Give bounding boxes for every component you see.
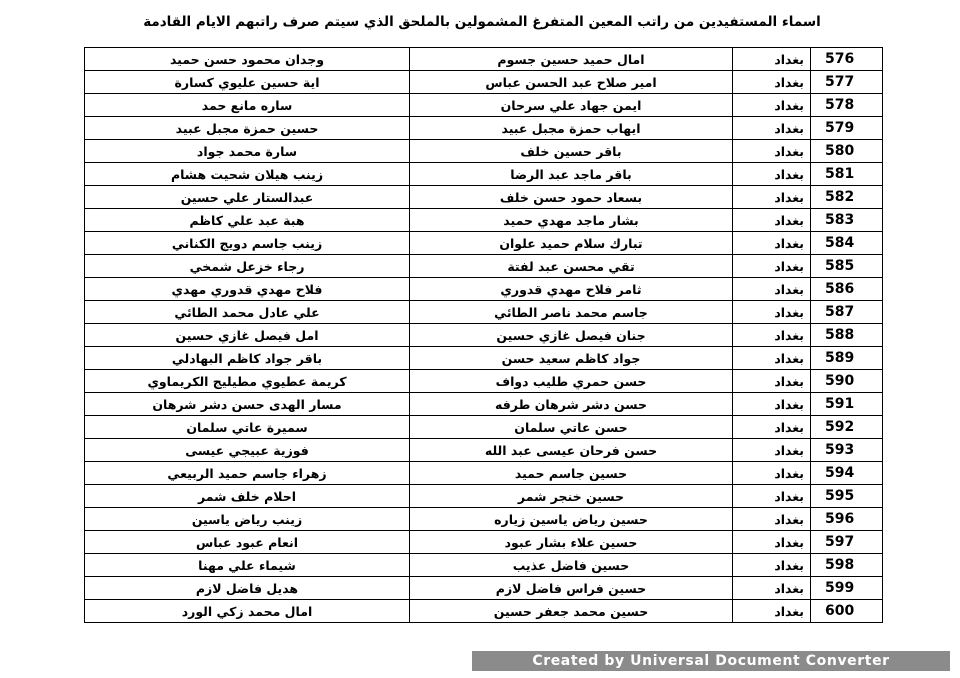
table-row (85, 600, 883, 623)
table-row (85, 393, 883, 416)
second-name-cell: سميرة عاتي سلمان (85, 416, 410, 439)
second-name-cell: زهراء جاسم حميد الربيعي (85, 462, 410, 485)
table-row (85, 370, 883, 393)
second-name-cell: رجاء خزعل شمخي (85, 255, 410, 278)
row-number: 592 (811, 416, 883, 439)
beneficiary-name-cell: جاسم محمد ناصر الطائي (410, 301, 733, 324)
second-name-cell: امل فيصل غازي حسين (85, 324, 410, 347)
table-row (85, 209, 883, 232)
row-number: 595 (811, 485, 883, 508)
second-name-cell: حسين حمزة مجبل عبيد (85, 117, 410, 140)
beneficiary-name-cell: ايهاب حمزة مجبل عبيد (410, 117, 733, 140)
beneficiary-name-cell: ايمن جهاد علي سرحان (410, 94, 733, 117)
beneficiary-name-cell: امال حميد حسين جسوم (410, 48, 733, 71)
city-cell: بغداد (733, 577, 811, 600)
beneficiary-name-cell: تقي محسن عبد لفتة (410, 255, 733, 278)
table-row (85, 324, 883, 347)
row-number: 581 (811, 163, 883, 186)
second-name-cell: باقر جواد كاظم البهادلي (85, 347, 410, 370)
city-cell: بغداد (733, 232, 811, 255)
table-row (85, 255, 883, 278)
table-row (85, 186, 883, 209)
row-number: 587 (811, 301, 883, 324)
second-name-cell: فلاح مهدي قدوري مهدي (85, 278, 410, 301)
row-number: 591 (811, 393, 883, 416)
city-cell: بغداد (733, 600, 811, 623)
second-name-cell: وجدان محمود حسن حميد (85, 48, 410, 71)
beneficiary-name-cell: حسين محمد جعفر حسين (410, 600, 733, 623)
second-name-cell: زينب رياض ياسين (85, 508, 410, 531)
city-cell: بغداد (733, 209, 811, 232)
second-name-cell: مسار الهدى حسن دشر شرهان (85, 393, 410, 416)
table-row (85, 554, 883, 577)
table-row (85, 163, 883, 186)
city-cell: بغداد (733, 554, 811, 577)
beneficiary-name-cell: حسين خنجر شمر (410, 485, 733, 508)
row-number: 580 (811, 140, 883, 163)
beneficiary-name-cell: حسين فاضل عذيب (410, 554, 733, 577)
city-cell: بغداد (733, 186, 811, 209)
table-row (85, 117, 883, 140)
city-cell: بغداد (733, 439, 811, 462)
city-cell: بغداد (733, 48, 811, 71)
table-row (85, 462, 883, 485)
table-row (85, 48, 883, 71)
table-row (85, 140, 883, 163)
row-number: 582 (811, 186, 883, 209)
beneficiary-name-cell: حسين رياض ياسين زياره (410, 508, 733, 531)
beneficiary-name-cell: تبارك سلام حميد علوان (410, 232, 733, 255)
table-row (85, 94, 883, 117)
row-number: 579 (811, 117, 883, 140)
row-number: 596 (811, 508, 883, 531)
beneficiary-name-cell: امير صلاح عبد الحسن عباس (410, 71, 733, 94)
row-number: 576 (811, 48, 883, 71)
beneficiary-name-cell: باقر حسين خلف (410, 140, 733, 163)
second-name-cell: زينب هيلان شحيت هشام (85, 163, 410, 186)
table-row (85, 508, 883, 531)
table-row (85, 485, 883, 508)
second-name-cell: شيماء علي مهنا (85, 554, 410, 577)
second-name-cell: امال محمد زكي الورد (85, 600, 410, 623)
city-cell: بغداد (733, 462, 811, 485)
city-cell: بغداد (733, 278, 811, 301)
row-number: 583 (811, 209, 883, 232)
beneficiary-name-cell: باقر ماجد عبد الرضا (410, 163, 733, 186)
row-number: 578 (811, 94, 883, 117)
table-row (85, 416, 883, 439)
city-cell: بغداد (733, 140, 811, 163)
row-number: 586 (811, 278, 883, 301)
table-row (85, 71, 883, 94)
city-cell: بغداد (733, 117, 811, 140)
city-cell: بغداد (733, 255, 811, 278)
table-row (85, 439, 883, 462)
beneficiary-name-cell: حسين علاء بشار عبود (410, 531, 733, 554)
second-name-cell: هبة عبد علي كاظم (85, 209, 410, 232)
city-cell: بغداد (733, 508, 811, 531)
second-name-cell: فوزية عبيجي عيسى (85, 439, 410, 462)
city-cell: بغداد (733, 324, 811, 347)
row-number: 590 (811, 370, 883, 393)
table-body (85, 48, 883, 623)
beneficiary-name-cell: حسن حمري طليب دواف (410, 370, 733, 393)
beneficiary-name-cell: حسن عاتي سلمان (410, 416, 733, 439)
row-number: 594 (811, 462, 883, 485)
table-row (85, 301, 883, 324)
beneficiary-name-cell: ثامر فلاح مهدي قدوري (410, 278, 733, 301)
second-name-cell: كريمة عطيوي مطيليج الكريماوي (85, 370, 410, 393)
row-number: 599 (811, 577, 883, 600)
beneficiary-name-cell: جنان فيصل غازي حسين (410, 324, 733, 347)
second-name-cell: هديل فاضل لازم (85, 577, 410, 600)
row-number: 588 (811, 324, 883, 347)
row-number: 577 (811, 71, 883, 94)
beneficiary-name-cell: حسين فراس فاضل لازم (410, 577, 733, 600)
second-name-cell: عبدالستار علي حسين (85, 186, 410, 209)
beneficiaries-table (84, 47, 883, 623)
beneficiary-name-cell: بشار ماجد مهدي حميد (410, 209, 733, 232)
table-row (85, 531, 883, 554)
row-number: 589 (811, 347, 883, 370)
table-row (85, 577, 883, 600)
city-cell: بغداد (733, 94, 811, 117)
second-name-cell: علي عادل محمد الطائي (85, 301, 410, 324)
beneficiary-name-cell: حسن فرحان عيسى عبد الله (410, 439, 733, 462)
beneficiary-name-cell: جواد كاظم سعيد حسن (410, 347, 733, 370)
second-name-cell: زينب جاسم دويج الكناني (85, 232, 410, 255)
second-name-cell: انعام عبود عباس (85, 531, 410, 554)
city-cell: بغداد (733, 485, 811, 508)
city-cell: بغداد (733, 531, 811, 554)
converter-watermark: Created by Universal Document Converter (472, 651, 950, 671)
beneficiary-name-cell: بسعاد حمود حسن خلف (410, 186, 733, 209)
row-number: 593 (811, 439, 883, 462)
row-number: 584 (811, 232, 883, 255)
beneficiary-name-cell: حسن دشر شرهان طرفه (410, 393, 733, 416)
row-number: 600 (811, 600, 883, 623)
row-number: 597 (811, 531, 883, 554)
city-cell: بغداد (733, 301, 811, 324)
city-cell: بغداد (733, 416, 811, 439)
row-number: 585 (811, 255, 883, 278)
table-row (85, 278, 883, 301)
second-name-cell: اية حسين عليوي كسارة (85, 71, 410, 94)
city-cell: بغداد (733, 370, 811, 393)
city-cell: بغداد (733, 347, 811, 370)
row-number: 598 (811, 554, 883, 577)
city-cell: بغداد (733, 393, 811, 416)
second-name-cell: ساره مانع حمد (85, 94, 410, 117)
table-row (85, 347, 883, 370)
second-name-cell: سارة محمد جواد (85, 140, 410, 163)
second-name-cell: احلام خلف شمر (85, 485, 410, 508)
page-title: اسماء المستفيدين من راتب المعين المتفرغ المشمولين بالملحق الذي سيتم صرف راتبهم الايام القادمة (143, 14, 821, 30)
beneficiary-name-cell: حسين جاسم حميد (410, 462, 733, 485)
city-cell: بغداد (733, 71, 811, 94)
table-row (85, 232, 883, 255)
city-cell: بغداد (733, 163, 811, 186)
